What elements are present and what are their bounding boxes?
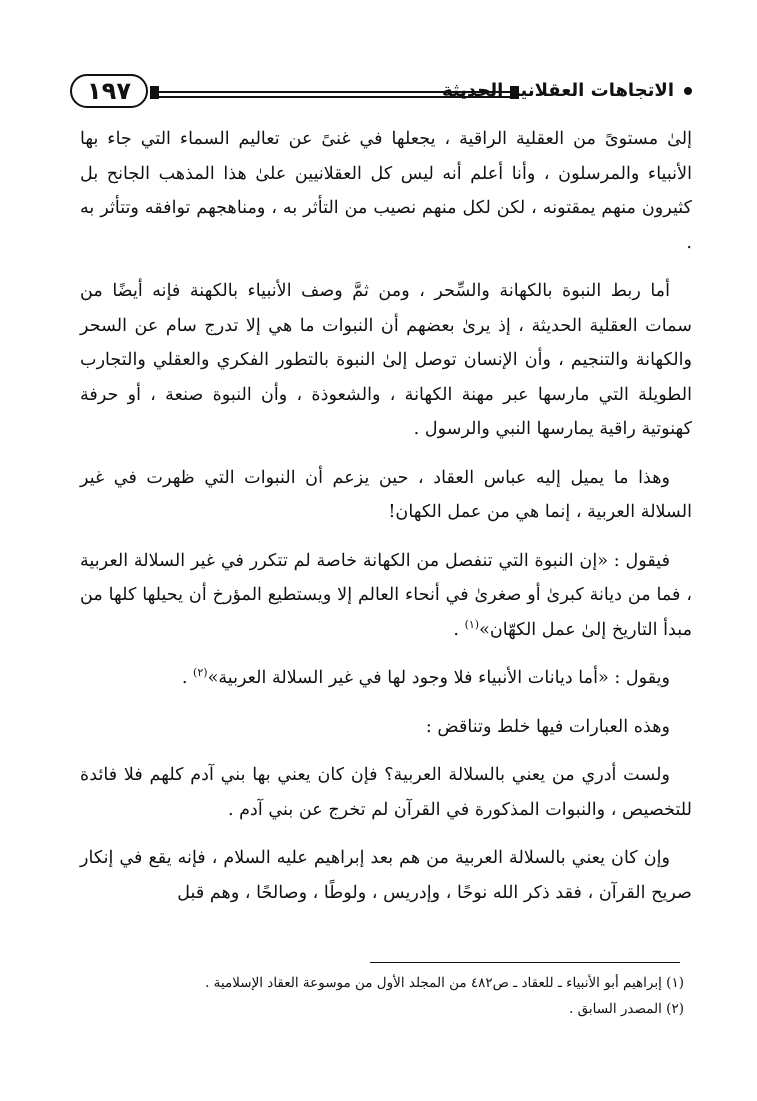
page-number: ١٩٧	[70, 74, 148, 108]
paragraph: وهذه العبارات فيها خلط وتناقض :	[425, 716, 670, 737]
paragraph: وهذا ما يميل إليه عباس العقاد ، حين يزعم أن النبوات التي ظهرت في غير السلالة العربية ، إنما هي من عمل الكهان!	[80, 467, 692, 522]
paragraph: أما ربط النبوة بالكهانة والسِّحر ، ومن ثمَّ وصف الأنبياء بالكهنة فإنه أيضًا من سمات العقلية الحديثة ، إذ يرىٰ بعضهم أن النبوات ما هي إلا تدرج سام عن السحر والكهانة والتنجيم ، وأن الإنسان توصل إلىٰ النبوة بالتطور الفكري والعقلي والتجارب الطويلة التي مارسها عبر مهنة الكهانة ، والشعوذة ، وأن النبوة صنعة ، أو حرفة كهنوتية راقية يمارسها النبي والرسول .	[80, 281, 692, 439]
footnote-ref-1: (١)	[464, 617, 480, 631]
running-title: الاتجاهات العقلانية الحديثة	[442, 80, 674, 101]
page-header	[70, 68, 692, 114]
paragraph: وإن كان يعني بالسلالة العربية من هم بعد إبراهيم عليه السلام ، فإنه يقع في إنكار صريح القرآن ، فقد ذكر الله نوحًا ، وإدريس ، ولوطًا ، وصالحًا ، وهم قبل	[80, 848, 692, 903]
footnote-ref-2: (٢)	[193, 666, 208, 680]
body-text	[80, 122, 692, 924]
paragraph: ويقول : «أما ديانات الأنبياء فلا وجود لها في غير السلالة العربية»$^{(٢)}$ .	[181, 666, 670, 688]
header-bullet-icon	[684, 87, 692, 95]
footnote-2: (٢) المصدر السابق .	[569, 1001, 684, 1017]
footnote-separator	[370, 962, 680, 963]
paragraph: ولست أدري من يعني بالسلالة العربية؟ فإن كان يعني بها بني آدم كلهم فلا فائدة للتخصيص ، والنبوات المذكورة في القرآن لم تخرج عن بني آدم .	[80, 765, 692, 820]
paragraph: فيقول : «إن النبوة التي تنفصل من الكهانة خاصة لم تتكرر في غير السلالة العربية ، فما من ديانة كبرىٰ أو صغرىٰ في أنحاء العالم إلا ويستطيع المؤرخ أن يحيلها كلها من مبدأ التاريخ إلىٰ عمل الكهّان»$^{(١)}$ .	[80, 550, 692, 640]
footnotes	[80, 970, 684, 1022]
paragraph: إلىٰ مستوىً من العقلية الراقية ، يجعلها في غنىً عن تعاليم السماء التي جاء بها الأنبياء والمرسلون ، وأنا أعلم أنه ليس كل العقلانيين علىٰ هذا المذهب الجانح بل كثيرون منهم يمقتونه ، لكن لكل منهم نصيب من التأثر به ، ومناهجهم توافقه وتتأثر به .	[80, 129, 692, 253]
footnote-1: (١) إبراهيم أبو الأنبياء ـ للعقاد ـ ص٤٨٢ من المجلد الأول من موسوعة العقاد الإسلامية .	[205, 975, 684, 991]
